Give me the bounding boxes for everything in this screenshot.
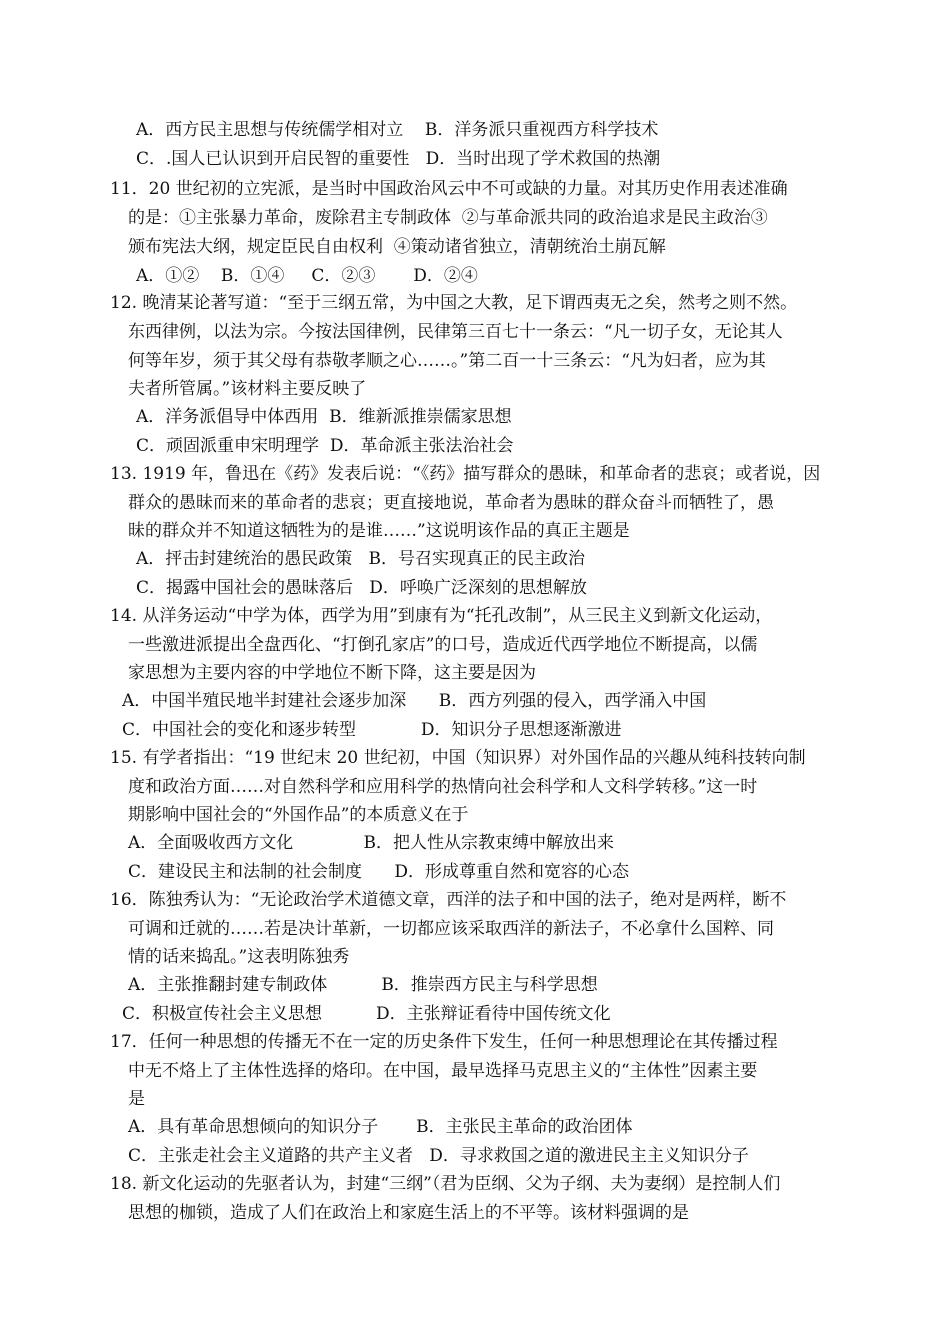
q15-stem-line-1: 15. 有学者指出：“19 世纪末 20 世纪初，中国（知识界）对外国作品的兴趣从纯科技转向制 bbox=[110, 748, 806, 768]
q17-stem-line-1: 17．任何一种思想的传播无不在一定的历史条件下发生，任何一种思想理论在其传播过程 bbox=[110, 1032, 778, 1052]
q11-stem-line-3: 颁布宪法大纲，规定臣民自由权利 ④策动诸省独立，清朝统治土崩瓦解 bbox=[128, 237, 666, 257]
q12-stem-line-2: 东西律例，以法为宗。今按法国律例，民律第三百七十一条云：“凡一切子女，无论其人 bbox=[128, 322, 783, 342]
q10-option-line-1: A．西方民主思想与传统儒学相对立 B．洋务派只重视西方科学技术 bbox=[136, 120, 659, 140]
q12-option-line-1: A．洋务派倡导中体西用 B．维新派推崇儒家思想 bbox=[136, 407, 512, 427]
q17-stem-line-3: 是 bbox=[128, 1089, 145, 1109]
q14-stem-line-3: 家思想为主要内容的中学地位不断下降，这主要是因为 bbox=[128, 663, 536, 683]
q15-option-line-2: C．建设民主和法制的社会制度 D．形成尊重自然和宽容的心态 bbox=[128, 862, 630, 882]
q12-stem-line-3: 何等年岁，须于其父母有恭敬孝顺之心……。”第二百一十三条云：“凡为妇者，应为其 bbox=[128, 351, 766, 371]
q13-stem-line-3: 昧的群众并不知道这牺牲为的是谁……”这说明该作品的真正主题是 bbox=[128, 521, 630, 541]
q16-option-line-1: A．主张推翻封建专制政体 B．推崇西方民主与科学思想 bbox=[128, 975, 598, 995]
q18-stem-line-1: 18. 新文化运动的先驱者认为，封建“三纲”（君为臣纲、父为子纲、夫为妻纲）是控制人们 bbox=[110, 1174, 781, 1194]
q15-stem-line-2: 度和政治方面……对自然科学和应用科学的热情向社会科学和人文科学转移。”这一时 bbox=[128, 777, 758, 797]
q15-stem-line-3: 期影响中国社会的“外国作品”的本质意义在于 bbox=[128, 805, 469, 825]
q12-stem-line-1: 12. 晚清某论著写道：“至于三纲五常，为中国之大教，足下谓西夷无之矣，然考之则不然。 bbox=[110, 293, 798, 313]
q17-option-line-1: A．具有革命思想倾向的知识分子 B．主张民主革命的政治团体 bbox=[128, 1117, 633, 1137]
q16-stem-line-3: 情的话来捣乱。”这表明陈独秀 bbox=[128, 947, 350, 967]
q12-stem-line-4: 夫者所管属。”该材料主要反映了 bbox=[128, 379, 367, 399]
q13-stem-line-2: 群众的愚昧而来的革命者的悲哀；更直接地说，革命者为愚昧的群众奋斗而牺牲了，愚 bbox=[128, 493, 774, 513]
q17-option-line-2: C．主张走社会主义道路的共产主义者 D．寻求救国之道的激进民主主义知识分子 bbox=[128, 1146, 749, 1166]
q14-stem-line-2: 一些激进派提出全盘西化、“打倒孔家店”的口号，造成近代西学地位不断提高，以儒 bbox=[128, 635, 758, 655]
q13-option-line-1: A．抨击封建统治的愚民政策 B．号召实现真正的民主政治 bbox=[136, 549, 585, 569]
q18-stem-line-2: 思想的枷锁，造成了人们在政治上和家庭生活上的不平等。该材料强调的是 bbox=[128, 1203, 689, 1223]
q16-stem-line-2: 可调和迁就的……若是决计革新，一切都应该采取西洋的新法子，不必拿什么国粹、同 bbox=[128, 919, 774, 939]
q13-option-line-2: C．揭露中国社会的愚昧落后 D．呼唤广泛深刻的思想解放 bbox=[136, 578, 587, 598]
q11-stem-line-1: 11．20 世纪初的立宪派，是当时中国政治风云中不可或缺的力量。对其历史作用表述准确 bbox=[110, 179, 788, 199]
q17-stem-line-2: 中无不烙上了主体性选择的烙印。在中国，最早选择马克思主义的“主体性”因素主要 bbox=[128, 1061, 758, 1081]
q13-stem-line-1: 13. 1919 年，鲁迅在《药》发表后说：“《药》描写群众的愚昧，和革命者的悲哀；或者说，因 bbox=[110, 464, 821, 484]
q15-option-line-1: A．全面吸收西方文化 B．把人性从宗教束缚中解放出来 bbox=[128, 833, 615, 853]
q11-stem-line-2: 的是：①主张暴力革命，废除君主专制政体 ②与革命派共同的政治追求是民主政治③ bbox=[128, 208, 768, 228]
q11-options: A．①② B．①④ C．②③ D．②④ bbox=[136, 266, 478, 286]
q14-option-line-1: A．中国半殖民地半封建社会逐步加深 B．西方列强的侵入，西学涌入中国 bbox=[122, 691, 707, 711]
q14-stem-line-1: 14. 从洋务运动“中学为体，西学为用”到康有为“托孔改制”，从三民主义到新文化运动， bbox=[110, 606, 773, 626]
q14-option-line-2: C．中国社会的变化和逐步转型 D．知识分子思想逐渐激进 bbox=[122, 720, 622, 740]
q12-option-line-2: C．顽固派重申宋明理学 D．革命派主张法治社会 bbox=[136, 436, 514, 456]
q16-option-line-2: C．积极宣传社会主义思想 D．主张辩证看待中国传统文化 bbox=[122, 1004, 611, 1024]
q16-stem-line-1: 16．陈独秀认为：“无论政治学术道德文章，西洋的法子和中国的法子，绝对是两样，断不 bbox=[110, 890, 787, 910]
q10-option-line-2: C．.国人已认识到开启民智的重要性 D．当时出现了学术救国的热潮 bbox=[136, 149, 661, 169]
